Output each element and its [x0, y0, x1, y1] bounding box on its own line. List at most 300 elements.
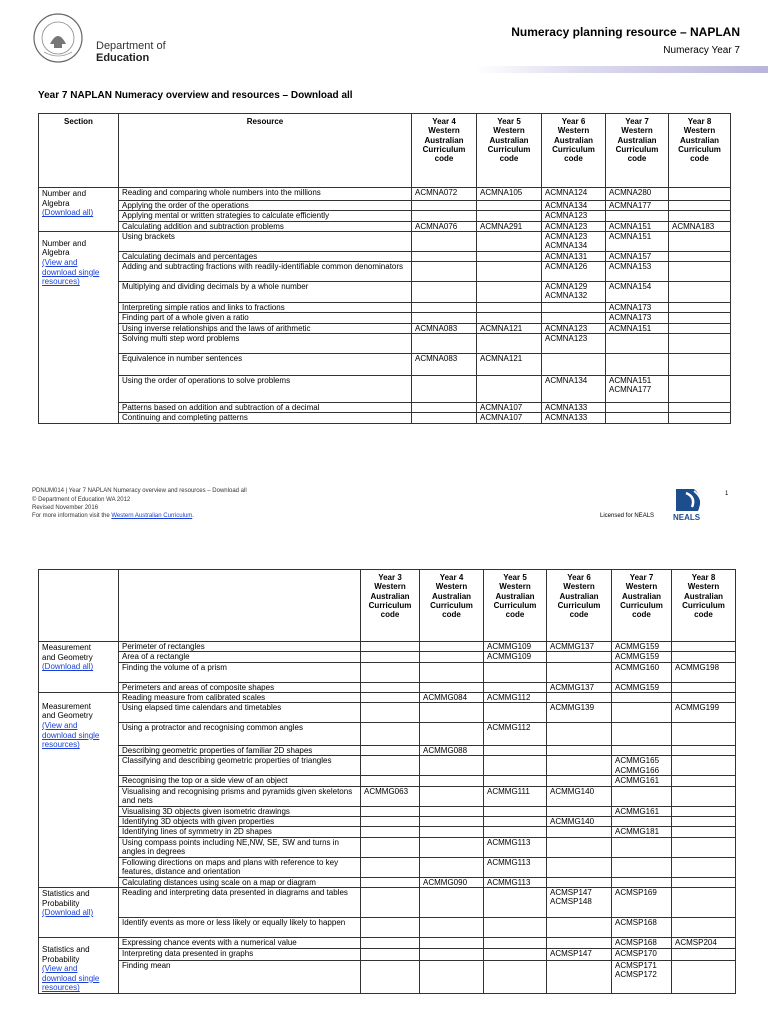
table-row — [39, 776, 736, 786]
curriculum-code-cell: ACMNA123 — [542, 221, 606, 231]
resource-cell[interactable]: Applying mental or written strategies to calculate efficiently — [119, 211, 412, 221]
curriculum-code-cell — [547, 937, 612, 948]
header-line: code — [569, 610, 589, 620]
footer-more-info — [32, 513, 194, 519]
table-row — [39, 211, 731, 221]
header-line: code — [690, 154, 709, 164]
curriculum-code-cell — [420, 960, 484, 993]
curriculum-code-cell: ACMMG159 — [612, 682, 672, 692]
curriculum-code-cell — [612, 817, 672, 827]
curriculum-code-cell: ACMSP147 ACMSP148 — [547, 887, 612, 917]
section-name-line: Statistics and — [42, 944, 90, 954]
curriculum-code-cell: ACMMG181 — [612, 827, 672, 837]
year-column-header — [484, 570, 547, 642]
section-name-line: Probability — [42, 954, 80, 964]
curriculum-code-cell — [361, 877, 420, 887]
table-row — [39, 877, 736, 887]
table-row — [39, 703, 736, 723]
header-line: Australian — [553, 135, 594, 145]
curriculum-code-cell — [547, 806, 612, 816]
curriculum-code-cell — [477, 313, 542, 323]
section-name-line: Statistics and — [42, 888, 90, 898]
curriculum-code-cell — [361, 887, 420, 917]
curriculum-code-cell: ACMMG109 — [484, 652, 547, 662]
curriculum-code-cell — [361, 806, 420, 816]
page-header-title: Numeracy planning resource – NAPLAN — [511, 25, 740, 39]
section-column-header: Section — [39, 114, 119, 188]
curriculum-code-cell: ACMNA105 — [477, 188, 542, 201]
resource-cell[interactable]: Finding part of a whole given a ratio — [119, 313, 412, 323]
curriculum-code-cell — [361, 723, 420, 746]
header-line: Western — [374, 582, 406, 592]
download-all-link[interactable]: (Download all) — [42, 908, 94, 918]
curriculum-code-cell — [547, 857, 612, 877]
header-line: Western — [435, 582, 468, 592]
curriculum-code-cell: ACMNA183 — [669, 221, 731, 231]
curriculum-code-cell — [672, 746, 736, 756]
curriculum-code-cell: ACMNA133 — [542, 403, 606, 413]
curriculum-code-cell — [420, 917, 484, 937]
section-cell — [39, 642, 119, 693]
table-row — [39, 188, 731, 201]
curriculum-code-cell: ACMSP169 — [612, 887, 672, 917]
header-line: code — [694, 610, 713, 620]
header-line: Australian — [489, 135, 529, 145]
resource-cell[interactable]: Perimeters and areas of composite shapes — [119, 682, 361, 692]
curriculum-code-cell: ACMNA173 — [606, 303, 669, 313]
curriculum-code-cell — [484, 682, 547, 692]
curriculum-code-cell — [420, 723, 484, 746]
resource-cell[interactable]: Interpreting data presented in graphs — [119, 949, 361, 960]
table-row — [39, 282, 731, 303]
resource-cell[interactable]: Multiplying and dividing decimals by a whole number — [119, 282, 412, 303]
curriculum-code-cell — [542, 313, 606, 323]
curriculum-code-cell — [612, 857, 672, 877]
curriculum-code-cell — [420, 949, 484, 960]
curriculum-code-cell — [361, 642, 420, 652]
curriculum-code-cell: ACMNA151 ACMNA177 — [606, 376, 669, 403]
curriculum-code-cell — [669, 354, 731, 376]
curriculum-code-cell: ACMNA123 — [542, 334, 606, 354]
table-row — [39, 251, 731, 261]
resource-cell[interactable]: Reading and interpreting data presented in diagrams and tables — [119, 887, 361, 917]
curriculum-code-cell: ACMNA083 — [412, 354, 477, 376]
curriculum-code-cell — [672, 960, 736, 993]
resource-cell[interactable]: Using the order of operations to solve problems — [119, 376, 412, 403]
table-row — [39, 662, 736, 682]
resource-cell[interactable]: Reading and comparing whole numbers into the millions — [119, 188, 412, 201]
section-name-line: Probability — [42, 898, 80, 908]
resource-cell[interactable]: Interpreting simple ratios and links to fractions — [119, 303, 412, 313]
table-row — [39, 960, 736, 993]
curriculum-code-cell: ACMNA134 — [542, 201, 606, 211]
curriculum-code-cell: ACMMG140 — [547, 786, 612, 806]
header-line: Year 8 — [691, 573, 716, 582]
curriculum-code-cell: ACMMG090 — [420, 877, 484, 887]
resource-cell[interactable]: Describing geometric properties of familiar 2D shapes — [119, 746, 361, 756]
curriculum-code-cell — [542, 354, 606, 376]
resource-cell[interactable]: Equivalence in number sentences — [119, 354, 412, 376]
resource-cell[interactable]: Continuing and completing patterns — [119, 413, 412, 423]
curriculum-code-cell: ACMMG113 — [484, 837, 547, 857]
curriculum-code-cell: ACMNA121 — [477, 323, 542, 333]
curriculum-code-cell: ACMMG161 — [612, 806, 672, 816]
section-name-line: and Geometry — [42, 711, 93, 721]
year-column-header — [669, 114, 731, 188]
page-number: 1 — [725, 491, 729, 497]
header-line: Curriculum — [557, 600, 601, 610]
curriculum-code-cell: ACMNA291 — [477, 221, 542, 231]
resource-cell[interactable]: Perimeter of rectangles — [119, 642, 361, 652]
resource-cell[interactable]: Solving multi step word problems — [119, 334, 412, 354]
resource-cell[interactable]: Finding mean — [119, 960, 361, 993]
curriculum-code-cell: ACMMG088 — [420, 746, 484, 756]
curriculum-code-cell — [672, 692, 736, 702]
header-line: code — [564, 154, 583, 164]
curriculum-code-cell — [672, 827, 736, 837]
curriculum-code-cell — [361, 682, 420, 692]
resource-cell[interactable]: Classifying and describing geometric properties of triangles — [119, 756, 361, 776]
resource-cell[interactable]: Calculating distances using scale on a map or diagram — [119, 877, 361, 887]
view-single-resources-link[interactable]: (View and — [42, 964, 78, 974]
curriculum-code-cell — [669, 251, 731, 261]
curriculum-code-cell: ACMMG137 — [547, 682, 612, 692]
resource-cell[interactable]: Calculating addition and subtraction problems — [119, 221, 412, 231]
table-row — [39, 303, 731, 313]
curriculum-code-cell — [477, 251, 542, 261]
measurement-statistics-table — [38, 569, 736, 994]
header-line: Australian — [559, 591, 599, 601]
curriculum-code-cell — [361, 756, 420, 776]
curriculum-code-cell: ACMMG159 — [612, 652, 672, 662]
curriculum-code-cell — [669, 201, 731, 211]
curriculum-code-cell: ACMMG140 — [547, 817, 612, 827]
header-line: Year 7 — [625, 117, 649, 126]
resource-cell[interactable]: Visualising 3D objects given isometric drawings — [119, 806, 361, 816]
curriculum-code-cell — [547, 917, 612, 937]
curriculum-code-cell — [669, 231, 731, 251]
curriculum-code-cell: ACMMG139 — [547, 703, 612, 723]
view-single-resources-link[interactable]: (View and — [42, 258, 78, 268]
curriculum-code-cell: ACMNA177 — [606, 201, 669, 211]
curriculum-code-cell — [420, 682, 484, 692]
curriculum-code-cell — [669, 262, 731, 282]
header-line: Year 3 — [378, 573, 402, 582]
resource-cell[interactable]: Recognising the top or a side view of an object — [119, 776, 361, 786]
department-name-line2: Education — [96, 52, 150, 64]
view-single-resources-link[interactable]: resources) — [42, 277, 80, 287]
table-row — [39, 262, 731, 282]
curriculum-code-cell: ACMNA107 — [477, 413, 542, 423]
curriculum-code-cell: ACMMG111 — [484, 786, 547, 806]
section-cell — [39, 887, 119, 937]
table-row — [39, 221, 731, 231]
curriculum-code-cell — [361, 837, 420, 857]
curriculum-code-cell — [672, 837, 736, 857]
curriculum-code-cell — [606, 211, 669, 221]
curriculum-code-cell — [484, 806, 547, 816]
curriculum-code-cell — [361, 746, 420, 756]
header-line: Western — [625, 582, 658, 592]
header-line: Year 4 — [432, 117, 456, 126]
curriculum-code-cell — [412, 251, 477, 261]
curriculum-code-cell — [542, 303, 606, 313]
curriculum-code-cell — [412, 282, 477, 303]
section-column-header — [39, 570, 119, 642]
header-line: Year 8 — [687, 117, 712, 126]
header-gradient-bar — [475, 66, 768, 73]
curriculum-code-cell — [361, 937, 420, 948]
curriculum-code-cell — [672, 857, 736, 877]
government-crest-icon — [32, 12, 84, 64]
curriculum-code-cell — [672, 776, 736, 786]
header-line: Australian — [495, 591, 535, 601]
curriculum-code-cell: ACMMG199 — [672, 703, 736, 723]
table-row — [39, 806, 736, 816]
curriculum-code-cell: ACMMG113 — [484, 877, 547, 887]
year-column-header — [547, 570, 612, 642]
curriculum-code-cell — [420, 776, 484, 786]
curriculum-code-cell — [612, 703, 672, 723]
footer-more-info-suffix: . — [192, 513, 194, 519]
table-row — [39, 376, 731, 403]
footer-revised: Revised November 2016 — [32, 505, 99, 511]
table-row — [39, 746, 736, 756]
curriculum-code-cell: ACMNA173 — [606, 313, 669, 323]
curriculum-code-cell — [412, 376, 477, 403]
view-single-resources-link[interactable]: resources) — [42, 740, 80, 750]
curriculum-code-cell — [420, 887, 484, 917]
curriculum-code-cell: ACMNA076 — [412, 221, 477, 231]
curriculum-code-cell: ACMNA151 — [606, 323, 669, 333]
curriculum-code-cell: ACMNA131 — [542, 251, 606, 261]
curriculum-code-cell — [672, 949, 736, 960]
number-algebra-table — [38, 113, 731, 424]
header-line: Curriculum — [552, 144, 595, 154]
curriculum-code-cell: ACMNA107 — [477, 403, 542, 413]
curriculum-code-cell — [412, 403, 477, 413]
header-line: Curriculum — [493, 600, 537, 610]
curriculum-code-cell — [547, 723, 612, 746]
curriculum-code-cell — [484, 917, 547, 937]
header-line: code — [434, 154, 454, 164]
table-row — [39, 837, 736, 857]
curriculum-code-cell — [612, 692, 672, 702]
view-single-resources-link[interactable]: (View and — [42, 721, 78, 731]
header-line: Western — [687, 582, 720, 592]
table-row — [39, 231, 731, 251]
curriculum-code-cell — [669, 403, 731, 413]
curriculum-code-cell: ACMMG137 — [547, 642, 612, 652]
curriculum-code-cell — [547, 827, 612, 837]
table-row — [39, 786, 736, 806]
curriculum-code-cell — [420, 642, 484, 652]
curriculum-code-cell — [477, 282, 542, 303]
resource-cell[interactable]: Visualising and recognising prisms and pyramids given skeletons and nets — [119, 786, 361, 806]
curriculum-code-cell — [412, 303, 477, 313]
curriculum-code-cell: ACMNA151 — [606, 221, 669, 231]
curriculum-code-cell — [420, 827, 484, 837]
table-row — [39, 682, 736, 692]
curriculum-code-cell — [477, 334, 542, 354]
curriculum-code-cell: ACMNA151 — [606, 231, 669, 251]
header-line: Curriculum — [620, 600, 663, 610]
section-name-line: Algebra — [42, 198, 70, 208]
resource-cell[interactable]: Adding and subtracting fractions with readily-identifiable common denominators — [119, 262, 412, 282]
section-cell — [39, 692, 119, 887]
header-line: Curriculum — [487, 144, 531, 154]
table-row — [39, 652, 736, 662]
table-row — [39, 937, 736, 948]
curriculum-code-cell: ACMNA123 ACMNA134 — [542, 231, 606, 251]
resource-column-header: Resource — [119, 114, 412, 188]
curriculum-code-cell: ACMMG109 — [484, 642, 547, 652]
resource-cell[interactable]: Reading measure from calibrated scales — [119, 692, 361, 702]
curriculum-code-cell: ACMNA083 — [412, 323, 477, 333]
curriculum-code-cell — [606, 403, 669, 413]
resource-cell[interactable]: Identify events as more or less likely or equally likely to happen — [119, 917, 361, 937]
header-line: Year 6 — [561, 117, 586, 126]
header-line: Curriculum — [430, 600, 473, 610]
curriculum-code-cell — [672, 786, 736, 806]
header-line: Year 6 — [567, 573, 591, 582]
header-line: code — [380, 610, 400, 620]
section-name-line: and Geometry — [42, 652, 93, 662]
curriculum-code-cell — [361, 917, 420, 937]
resource-cell[interactable]: Finding the volume of a prism — [119, 662, 361, 682]
view-single-resources-link[interactable]: download single — [42, 730, 100, 740]
curriculum-code-cell — [361, 857, 420, 877]
header-line: Australian — [424, 135, 464, 145]
view-single-resources-link[interactable]: download single — [42, 973, 100, 983]
curriculum-code-cell — [361, 652, 420, 662]
western-australian-curriculum-link[interactable]: Western Australian Curriculum — [111, 513, 193, 519]
curriculum-code-cell: ACMNA072 — [412, 188, 477, 201]
curriculum-code-cell — [361, 776, 420, 786]
curriculum-code-cell — [612, 723, 672, 746]
curriculum-code-cell — [484, 887, 547, 917]
table-row — [39, 201, 731, 211]
curriculum-code-cell — [420, 937, 484, 948]
resource-cell[interactable]: Using brackets — [119, 231, 412, 251]
header-line: Curriculum — [615, 144, 659, 154]
curriculum-code-cell: ACMMG161 — [612, 776, 672, 786]
curriculum-code-cell: ACMMG113 — [484, 857, 547, 877]
curriculum-code-cell — [412, 201, 477, 211]
section-cell — [39, 231, 119, 423]
curriculum-code-cell: ACMNA129 ACMNA132 — [542, 282, 606, 303]
header-line: Australian — [617, 135, 657, 145]
curriculum-code-cell — [547, 756, 612, 776]
footer-doc-id: PDNUM014 | Year 7 NAPLAN Numeracy overview and resources – Download all — [32, 488, 247, 494]
document-title: Year 7 NAPLAN Numeracy overview and resources – Download all — [38, 90, 353, 101]
header-line: Western — [428, 126, 460, 136]
curriculum-code-cell: ACMMG159 — [612, 642, 672, 652]
header-line: Year 4 — [439, 573, 464, 582]
curriculum-code-cell — [477, 303, 542, 313]
view-single-resources-link[interactable]: resources) — [42, 983, 80, 993]
resource-cell[interactable]: Patterns based on addition and subtraction of a decimal — [119, 403, 412, 413]
curriculum-code-cell — [484, 776, 547, 786]
view-single-resources-link[interactable]: download single — [42, 267, 100, 277]
resource-cell[interactable]: Area of a rectangle — [119, 652, 361, 662]
resource-cell[interactable]: Following directions on maps and plans with reference to key features, distance and orientation — [119, 857, 361, 877]
curriculum-code-cell — [672, 877, 736, 887]
header-line: Western — [683, 126, 716, 136]
curriculum-code-cell — [420, 662, 484, 682]
resource-column-header — [119, 570, 361, 642]
curriculum-code-cell: ACMMG198 — [672, 662, 736, 682]
download-all-link[interactable]: (Download all) — [42, 208, 94, 218]
curriculum-code-cell — [484, 827, 547, 837]
year-column-header — [420, 570, 484, 642]
table-row — [39, 403, 731, 413]
neals-logo-icon — [672, 487, 708, 521]
header-line: Western — [557, 126, 590, 136]
year-column-header — [606, 114, 669, 188]
curriculum-code-cell: ACMNA123 — [542, 323, 606, 333]
curriculum-code-cell — [672, 817, 736, 827]
resource-cell[interactable]: Identifying 3D objects with given properties — [119, 817, 361, 827]
curriculum-code-cell — [412, 313, 477, 323]
curriculum-code-cell — [420, 857, 484, 877]
resource-cell[interactable]: Using a protractor and recognising common angles — [119, 723, 361, 746]
header-line: Australian — [679, 135, 720, 145]
department-name-line1: Department of — [96, 40, 166, 52]
header-line: Year 5 — [503, 573, 527, 582]
curriculum-code-cell — [547, 692, 612, 702]
footer-copyright: © Department of Education WA 2012 — [32, 497, 131, 503]
resource-cell[interactable]: Identifying lines of symmetry in 2D shapes — [119, 827, 361, 837]
curriculum-code-cell: ACMNA123 — [542, 211, 606, 221]
header-line: Australian — [621, 591, 662, 601]
year-column-header — [612, 570, 672, 642]
header-line: Western — [493, 126, 525, 136]
header-line: Curriculum — [422, 144, 466, 154]
resource-cell[interactable]: Expressing chance events with a numerical value — [119, 937, 361, 948]
header-line: Year 5 — [497, 117, 521, 126]
year-column-header — [477, 114, 542, 188]
curriculum-code-cell — [547, 652, 612, 662]
table-row — [39, 354, 731, 376]
section-name-line: Measurement — [42, 701, 91, 711]
curriculum-code-cell — [612, 877, 672, 887]
footer-more-info-prefix: For more information visit the — [32, 513, 112, 519]
curriculum-code-cell — [612, 837, 672, 857]
curriculum-code-cell: ACMMG165 ACMMG166 — [612, 756, 672, 776]
download-all-link[interactable]: (Download all) — [42, 662, 94, 672]
curriculum-code-cell: ACMSP171 ACMSP172 — [612, 960, 672, 993]
table-row — [39, 413, 731, 423]
year-column-header — [412, 114, 477, 188]
curriculum-code-cell — [547, 776, 612, 786]
resource-cell[interactable]: Using compass points including NE,NW, SE, SW and turns in angles in degrees — [119, 837, 361, 857]
resource-cell[interactable]: Calculating decimals and percentages — [119, 251, 412, 261]
resource-cell[interactable]: Applying the order of the operations — [119, 201, 412, 211]
resource-cell[interactable]: Using elapsed time calendars and timetables — [119, 703, 361, 723]
curriculum-code-cell — [672, 723, 736, 746]
curriculum-code-cell — [612, 746, 672, 756]
table-row — [39, 917, 736, 937]
resource-cell[interactable]: Using inverse relationships and the laws of arithmetic — [119, 323, 412, 333]
curriculum-code-cell — [420, 652, 484, 662]
curriculum-code-cell: ACMMG160 — [612, 662, 672, 682]
section-name-line: Algebra — [42, 248, 70, 258]
header-line: Western — [621, 126, 653, 136]
curriculum-code-cell — [669, 211, 731, 221]
curriculum-code-cell — [669, 334, 731, 354]
curriculum-code-cell — [420, 806, 484, 816]
